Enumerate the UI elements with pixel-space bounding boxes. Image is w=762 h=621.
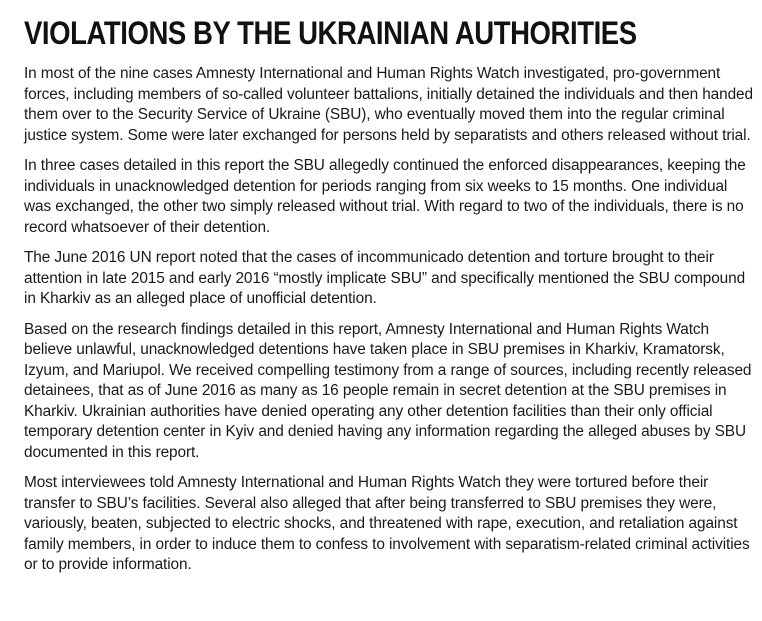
paragraph-3: The June 2016 UN report noted that the cases of incommunicado detention and torture brought to their attention in late 2015 and early 2016 “mostly implicate SBU” and specifically mentioned the SBU compound in Kharkiv as an alleged place of unofficial detention.	[24, 249, 746, 307]
paragraph-5: Most interviewees told Amnesty International and Human Rights Watch they were tortured before their transfer to SBU’s facilities. Several also alleged that after being transferred to SBU premises they were, variously, beaten, subjected to electric shocks, and threatened with rape, execution, and retaliation against family members, in order to induce them to confess to involvement with separatism-related criminal activities or to provide information.	[24, 474, 750, 573]
section-title: VIOLATIONS BY THE UKRAINIAN AUTHORITIES	[24, 15, 637, 51]
paragraph-4: Based on the research findings detailed in this report, Amnesty International and Human Rights Watch believe unlawful, unacknowledged detentions have taken place in SBU premises in Kharkiv, Kramatorsk, Izyum, and Mariupol. We received compelling testimony from a range of sources, including recently released detainees, that as of June 2016 as many as 16 people remain in secret detention at the SBU premises in Kharkiv. Ukrainian authorities have denied operating any other detention facilities than their only official temporary detention center in Kyiv and denied having any information regarding the alleged abuses by SBU documented in this report.	[24, 320, 752, 461]
paragraph-2: In three cases detailed in this report the SBU allegedly continued the enforced disappearances, keeping the individuals in unacknowledged detention for periods ranging from six weeks to 15 months. One individual was exchanged, the other two simply released without trial. With regard to two of the individuals, there is no record whatsoever of their detention.	[24, 157, 746, 236]
document-page	[24, 14, 754, 586]
paragraph-1: In most of the nine cases Amnesty International and Human Rights Watch investigated, pro-government forces, including members of so-called volunteer battalions, initially detained the individuals and then handed them over to the Security Service of Ukraine (SBU), who eventually moved them into the regular criminal justice system. Some were later exchanged for persons held by separatists and others released without trial.	[24, 65, 753, 144]
